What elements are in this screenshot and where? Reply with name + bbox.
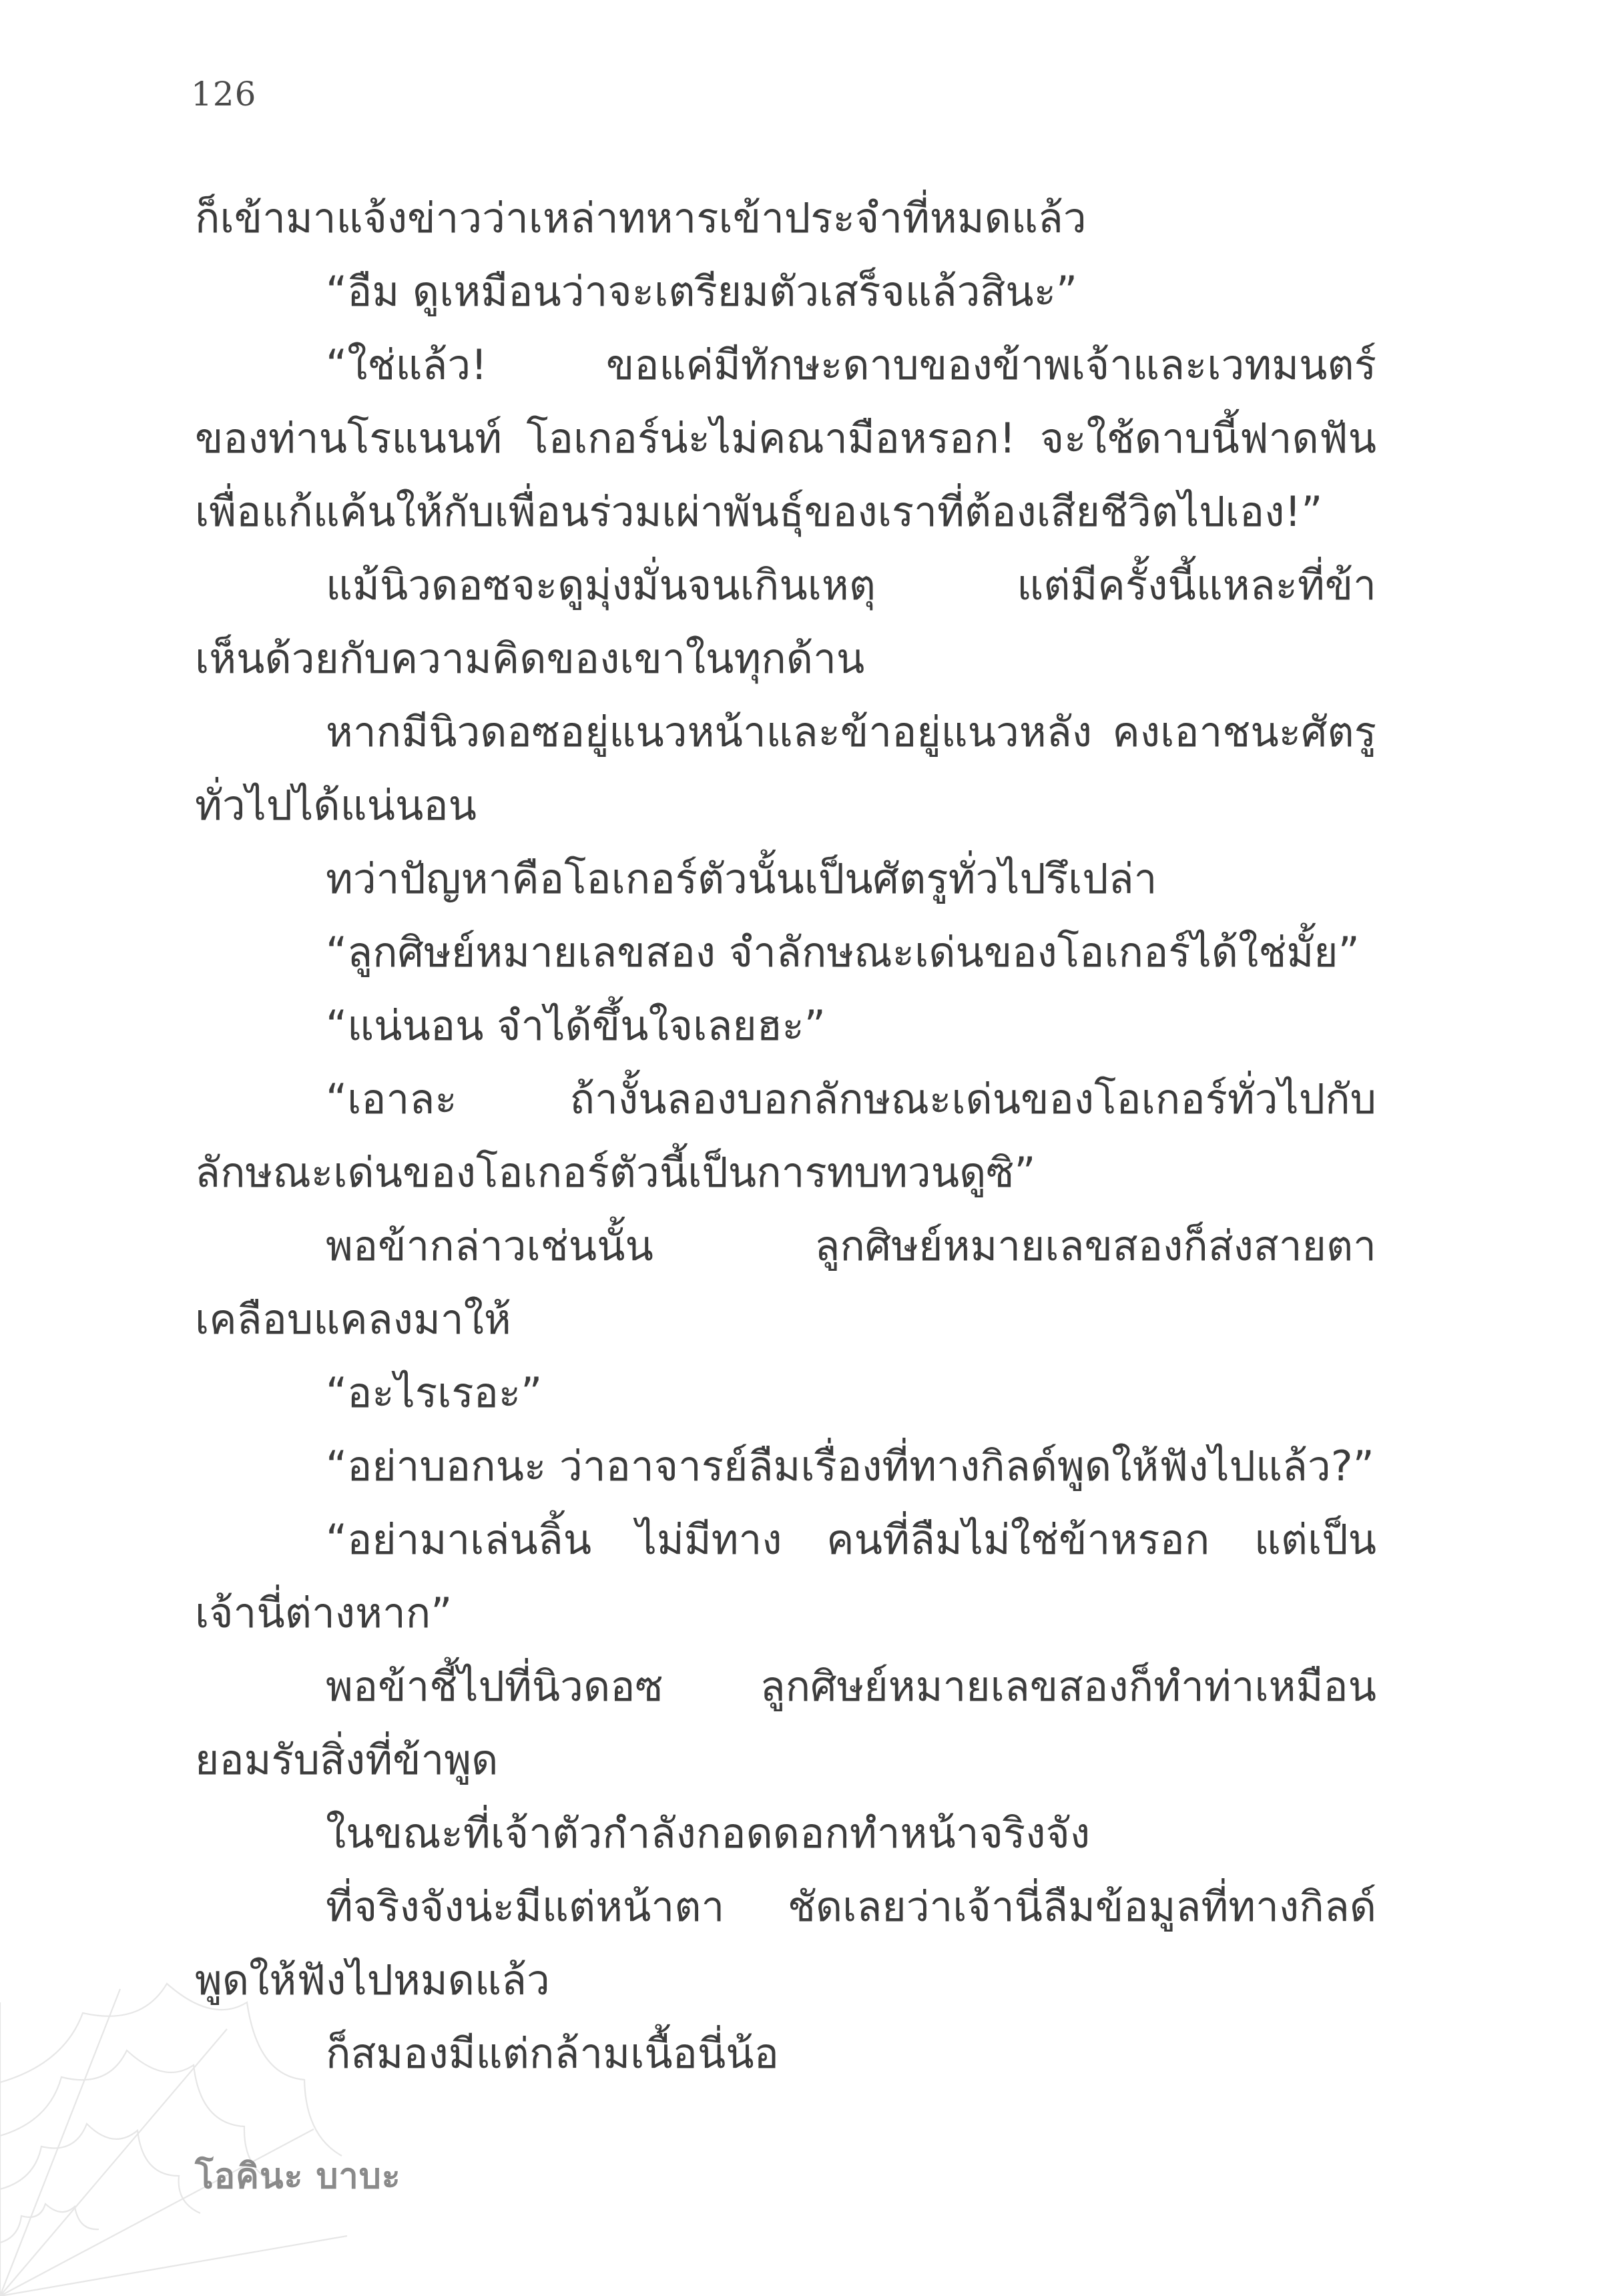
text-line: ยอมรับสิ่งที่ข้าพูด: [195, 1735, 499, 1784]
text-line: แม้นิวดอซจะดูมุ่งมั่นจนเกินเหตุ แต่มีครั้งนี้แหละที่ข้า: [326, 561, 1376, 609]
text-line: ก็เข้ามาแจ้งข่าวว่าเหล่าทหารเข้าประจำที่หมดแล้ว: [195, 194, 1087, 242]
text-line: ก็สมองมีแต่กล้ามเนื้อนี่น้อ: [326, 2029, 779, 2078]
text-line: พูดให้ฟังไปหมดแล้ว: [195, 1956, 550, 2004]
text-line: “อย่ามาเล่นลิ้น ไม่มีทาง คนที่ลืมไม่ใช่ข้าหรอก แต่เป็น: [326, 1515, 1376, 1564]
page-number: 126: [191, 75, 257, 113]
text-line: “เอาละ ถ้างั้นลองบอกลักษณะเด่นของโอเกอร์ทั่วไปกับ: [326, 1075, 1376, 1123]
text-line: พอข้ากล่าวเช่นนั้น ลูกศิษย์หมายเลขสองก็ส่งสายตา: [326, 1221, 1376, 1270]
text-line: “ใช่แล้ว! ขอแค่มีทักษะดาบของข้าพเจ้าและเวทมนตร์: [326, 340, 1376, 389]
text-line: ทั่วไปได้แน่นอน: [195, 781, 477, 830]
text-line: เจ้านี่ต่างหาก”: [195, 1589, 453, 1637]
text-line: เพื่อแก้แค้นให้กับเพื่อนร่วมเผ่าพันธุ์ของเราที่ต้องเสียชีวิตไปเอง!”: [195, 487, 1323, 536]
text-line: “แน่นอน จำได้ขึ้นใจเลยฮะ”: [326, 1001, 826, 1050]
text-line: “ลูกศิษย์หมายเลขสอง จำลักษณะเด่นของโอเกอร์ได้ใช่มั้ย”: [326, 928, 1360, 976]
text-line: เคลือบแคลงมาให้: [195, 1295, 511, 1344]
text-line: ทว่าปัญหาคือโอเกอร์ตัวนั้นเป็นศัตรูทั่วไปรึเปล่า: [326, 854, 1157, 903]
body-text: [195, 182, 1376, 2090]
footer-book-title: โอคินะ บาบะ: [195, 2157, 401, 2197]
text-line: พอข้าชี้ไปที่นิวดอซ ลูกศิษย์หมายเลขสองก็ทำท่าเหมือน: [326, 1662, 1376, 1711]
text-line: ลักษณะเด่นของโอเกอร์ตัวนี้เป็นการทบทวนดูซิ”: [195, 1148, 1036, 1197]
text-line: ในขณะที่เจ้าตัวกำลังกอดดอกทำหน้าจริงจัง: [326, 1809, 1091, 1857]
spiderweb-decoration: [0, 1976, 347, 2296]
text-line: ที่จริงจังน่ะมีแต่หน้าตา ชัดเลยว่าเจ้านี่ลืมข้อมูลที่ทางกิลด์: [326, 1882, 1376, 1931]
text-line: เห็นด้วยกับความคิดของเขาในทุกด้าน: [195, 634, 865, 683]
text-line: “อย่าบอกนะ ว่าอาจารย์ลืมเรื่องที่ทางกิลด์พูดให้ฟังไปแล้ว?”: [326, 1442, 1374, 1490]
text-line: “อะไรเรอะ”: [326, 1368, 543, 1417]
text-line: ของท่านโรแนนท์ โอเกอร์น่ะไม่คณามือหรอก! จะใช้ดาบนี้ฟาดฟัน: [195, 414, 1376, 463]
text-line: หากมีนิวดอซอยู่แนวหน้าและข้าอยู่แนวหลัง คงเอาชนะศัตรู: [326, 707, 1376, 756]
text-line: “อืม ดูเหมือนว่าจะเตรียมตัวเสร็จแล้วสินะ”: [326, 267, 1078, 316]
